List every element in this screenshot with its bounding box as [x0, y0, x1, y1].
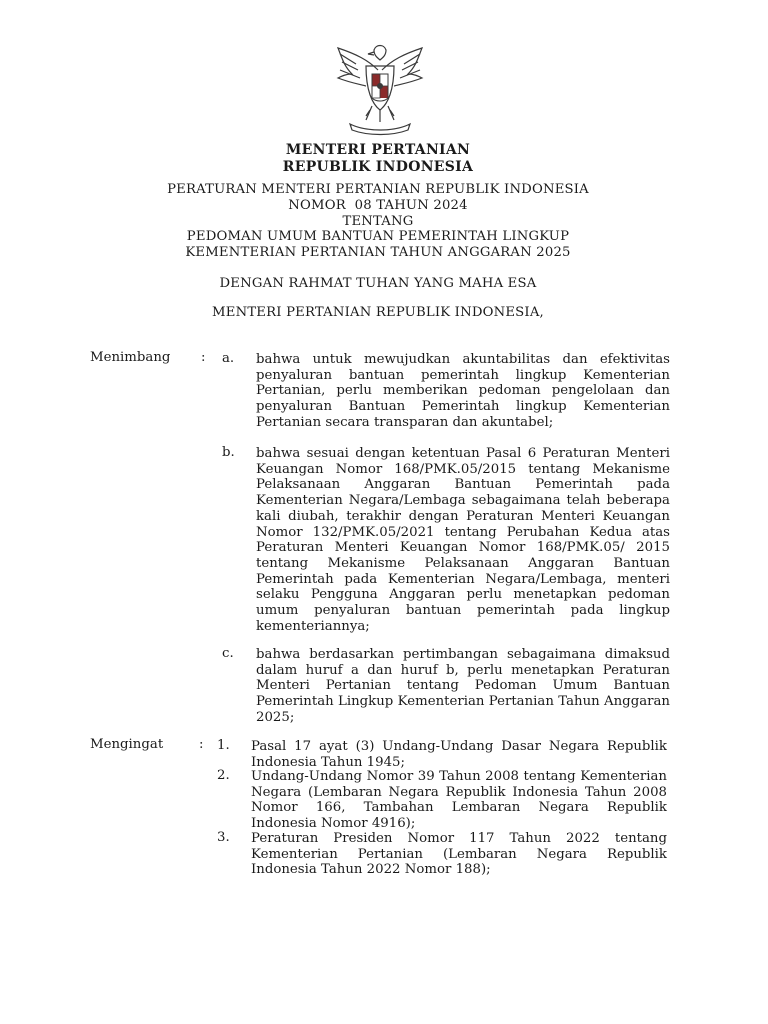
menimbang-item-a: bahwa untuk mewujudkan akuntabilitas dan efektivitas penyaluran bantuan pemerintah lingkup Kementerian Pertanian, perlu memberikan pedoman pengelolaan dan penyaluran Bantuan Pemerintah lingkup Kementerian Pertanian secara transparan dan akuntabel;	[256, 352, 670, 430]
country-heading: REPUBLIK INDONESIA	[282, 159, 474, 175]
minister-heading: MENTERI PERTANIAN	[285, 142, 471, 158]
issuer: MENTERI PERTANIAN REPUBLIK INDONESIA,	[212, 305, 544, 320]
regulation-about: TENTANG	[342, 214, 414, 229]
menimbang-colon: :	[201, 350, 206, 365]
mengingat-item-3: Peraturan Presiden Nomor 117 Tahun 2022 tentang Kementerian Pertanian (Lembaran Negara Republik Indonesia Tahun 2022 Nomor 188);	[251, 831, 667, 878]
menimbang-label: Menimbang	[90, 350, 171, 365]
invocation: DENGAN RAHMAT TUHAN YANG MAHA ESA	[219, 276, 537, 291]
garuda-emblem-icon	[328, 40, 432, 136]
mengingat-item-2: Undang-Undang Nomor 39 Tahun 2008 tentang Kementerian Negara (Lembaran Negara Republik Indonesia Tahun 2008 Nomor 166, Tambahan Lembaran Negara Republik Indonesia Nomor 4916);	[251, 769, 667, 832]
regulation-title: PERATURAN MENTERI PERTANIAN REPUBLIK INDONESIA	[167, 182, 589, 197]
menimbang-marker-c: c.	[222, 646, 234, 661]
menimbang-item-c: bahwa berdasarkan pertimbangan sebagaimana dimaksud dalam huruf a dan huruf b, perlu menetapkan Peraturan Menteri Pertanian tentang Pedoman Umum Bantuan Pemerintah Lingkup Kementerian Pertanian Tahun Anggaran 2025;	[256, 647, 670, 725]
menimbang-item-b: bahwa sesuai dengan ketentuan Pasal 6 Peraturan Menteri Keuangan Nomor 168/PMK.05/2015 tentang Mekanisme Pelaksanaan Anggaran Bantuan Pemerintah pada Kementerian Negara/Lembaga sebagaimana telah beberapa kali diubah, terakhir dengan Peraturan Menteri Keuangan Nomor 132/PMK.05/2021 tentang Perubahan Kedua atas Peraturan Menteri Keuangan Nomor 168/PMK.05/ 2015 tentang Mekanisme Pelaksanaan Anggaran Bantuan Pemerintah pada Kementerian Negara/Lembaga, menteri selaku Pengguna Anggaran perlu menetapkan pedoman umum penyaluran bantuan pemerintah pada lingkup kementeriannya;	[256, 446, 670, 634]
regulation-subject-line2: KEMENTERIAN PERTANIAN TAHUN ANGGARAN 2025	[185, 245, 571, 260]
mengingat-marker-3: 3.	[217, 830, 230, 845]
mengingat-item-1: Pasal 17 ayat (3) Undang-Undang Dasar Negara Republik Indonesia Tahun 1945;	[251, 739, 667, 770]
menimbang-marker-a: a.	[222, 351, 235, 366]
mengingat-marker-2: 2.	[217, 768, 230, 783]
menimbang-marker-b: b.	[222, 445, 235, 460]
mengingat-marker-1: 1.	[217, 738, 230, 753]
mengingat-label: Mengingat	[90, 737, 164, 752]
regulation-subject-line1: PEDOMAN UMUM BANTUAN PEMERINTAH LINGKUP	[186, 229, 570, 244]
mengingat-colon: :	[199, 737, 204, 752]
regulation-number: NOMOR 08 TAHUN 2024	[288, 198, 468, 213]
